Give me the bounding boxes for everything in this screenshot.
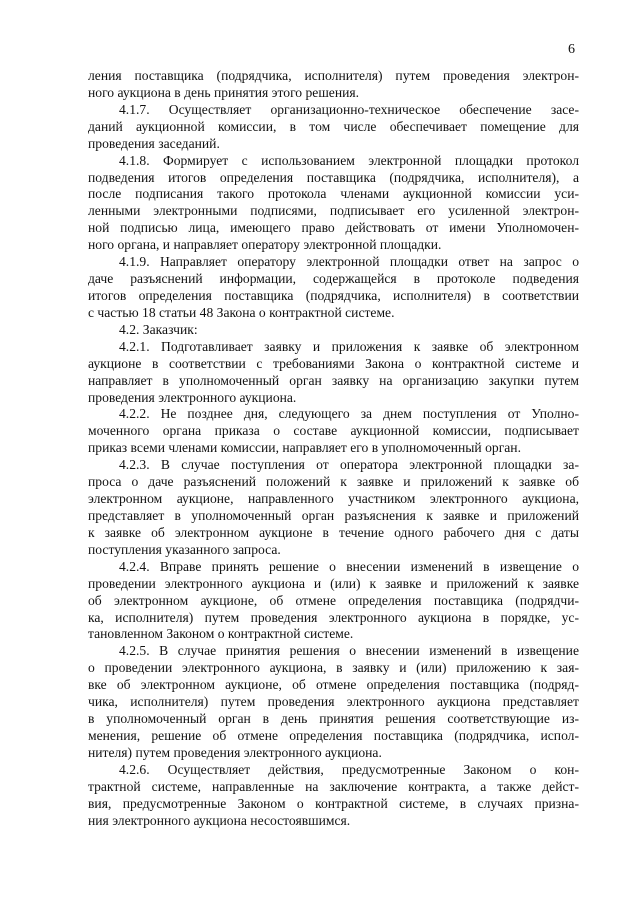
text-line: 4.1.9. Направляет оператору электронной площадки ответ на запрос о [119, 254, 579, 270]
paragraph [88, 254, 579, 322]
text-line: 4.2.4. Вправе принять решение о внесении изменений в извещение о [119, 558, 579, 574]
text-line: итогов определения поставщика (подрядчика, исполнителя) в соответствии [88, 287, 579, 303]
text-line: представляет в уполномоченный орган разъяснения к заявке и приложений [88, 507, 579, 523]
text-line: чика, исполнителя) путем проведения электронного аукциона представляет [88, 694, 579, 710]
paragraph [88, 406, 579, 457]
text-line: тановленном Законом о контрактной системе. [88, 626, 354, 642]
text-line: проса о даче разъяснений положений к заявке и приложений к заявке об [88, 474, 579, 490]
document-body [88, 68, 579, 829]
text-line: направляет в уполномоченный орган заявку на организацию закупки путем [88, 372, 579, 388]
text-line: даче разъяснений информации, содержащейся в протоколе подведения [88, 271, 579, 287]
text-line: 4.2.3. В случае поступления от оператора электронной площадки за- [119, 457, 579, 473]
page-number: 6 [568, 42, 575, 57]
text-line: ленными электронными подписями, подписывает его усиленной электрон- [88, 203, 579, 219]
paragraph [88, 643, 579, 761]
paragraph [88, 153, 579, 255]
text-line: проведения заседаний. [88, 135, 220, 151]
text-line: 4.1.7. Осуществляет организационно-техническое обеспечение засе- [119, 101, 579, 117]
text-line: 4.2.1. Подготавливает заявку и приложения к заявке об электронном [119, 338, 579, 354]
text-line: ного органа, и направляет оператору электронной площадки. [88, 237, 442, 253]
text-line: ного аукциона в день принятия этого решения. [88, 84, 360, 100]
text-line: с частью 18 статьи 48 Закона о контрактной системе. [88, 304, 395, 320]
paragraph [88, 102, 579, 153]
text-line: даний аукционной комиссии, в том числе обеспечивает помещение для [88, 118, 579, 134]
paragraph [88, 322, 579, 339]
text-line: ка, исполнителя) путем проведения электронного аукциона в порядке, ус- [88, 609, 579, 625]
text-line: в уполномоченный орган в день принятия решения соответствующие из- [88, 711, 579, 727]
text-line: 4.1.8. Формирует с использованием электронной площадки протокол [119, 152, 579, 168]
text-line: об электронном аукционе, об отмене определения поставщика (подрядчи- [88, 592, 579, 608]
paragraph [88, 559, 579, 644]
paragraph [88, 68, 579, 102]
text-line: подведения итогов определения поставщика (подрядчика, исполнителя), а [88, 169, 579, 185]
text-line: вке об электронном аукционе, об отмене определения поставщика (подряд- [88, 677, 579, 693]
text-line: ния электронного аукциона несостоявшимся. [88, 812, 351, 828]
text-line: к заявке об электронном аукционе в течение одного рабочего дня с даты [88, 524, 579, 540]
text-line: после подписания такого протокола членами аукционной комиссии уси- [88, 186, 579, 202]
paragraph [88, 762, 579, 830]
text-line: проведения электронного аукциона. [88, 389, 297, 405]
text-line: ной подписью лица, имеющего право действовать от имени Уполномочен- [88, 220, 579, 236]
paragraph [88, 457, 579, 559]
text-line: ления поставщика (подрядчика, исполнителя) путем проведения электрон- [88, 68, 579, 83]
text-line: электронном аукционе, направленного участником электронного аукциона, [88, 491, 579, 507]
text-line: нителя) путем проведения электронного аукциона. [88, 744, 382, 760]
text-line: вия, предусмотренные Законом о контрактной системе, в случаях призна- [88, 795, 579, 811]
text-line: трактной системе, направленные на заключение контракта, а также дейст- [88, 778, 579, 794]
text-line: 4.2.5. В случае принятия решения о внесении изменений в извещение [119, 643, 579, 659]
text-line: 4.2. Заказчик: [119, 321, 198, 337]
text-line: моченного органа приказа о составе аукционной комиссии, подписывает [88, 423, 579, 439]
text-line: аукционе в соответствии с требованиями Закона о контрактной системе и [88, 355, 579, 371]
text-line: поступления указанного запроса. [88, 541, 281, 557]
text-line: 4.2.2. Не позднее дня, следующего за днем поступления от Уполно- [119, 406, 579, 422]
paragraph [88, 339, 579, 407]
text-line: о проведении электронного аукциона, в заявку и (или) приложению к зая- [88, 660, 579, 676]
text-line: менения, решение об отмене определения поставщика (подрядчика, испол- [88, 727, 579, 743]
text-line: 4.2.6. Осуществляет действия, предусмотренные Законом о кон- [119, 761, 579, 777]
text-line: проведении электронного аукциона и (или) к заявке и приложений к заявке [88, 575, 579, 591]
text-line: приказ всеми членами комиссии, направляет его в уполномоченный орган. [88, 440, 521, 456]
